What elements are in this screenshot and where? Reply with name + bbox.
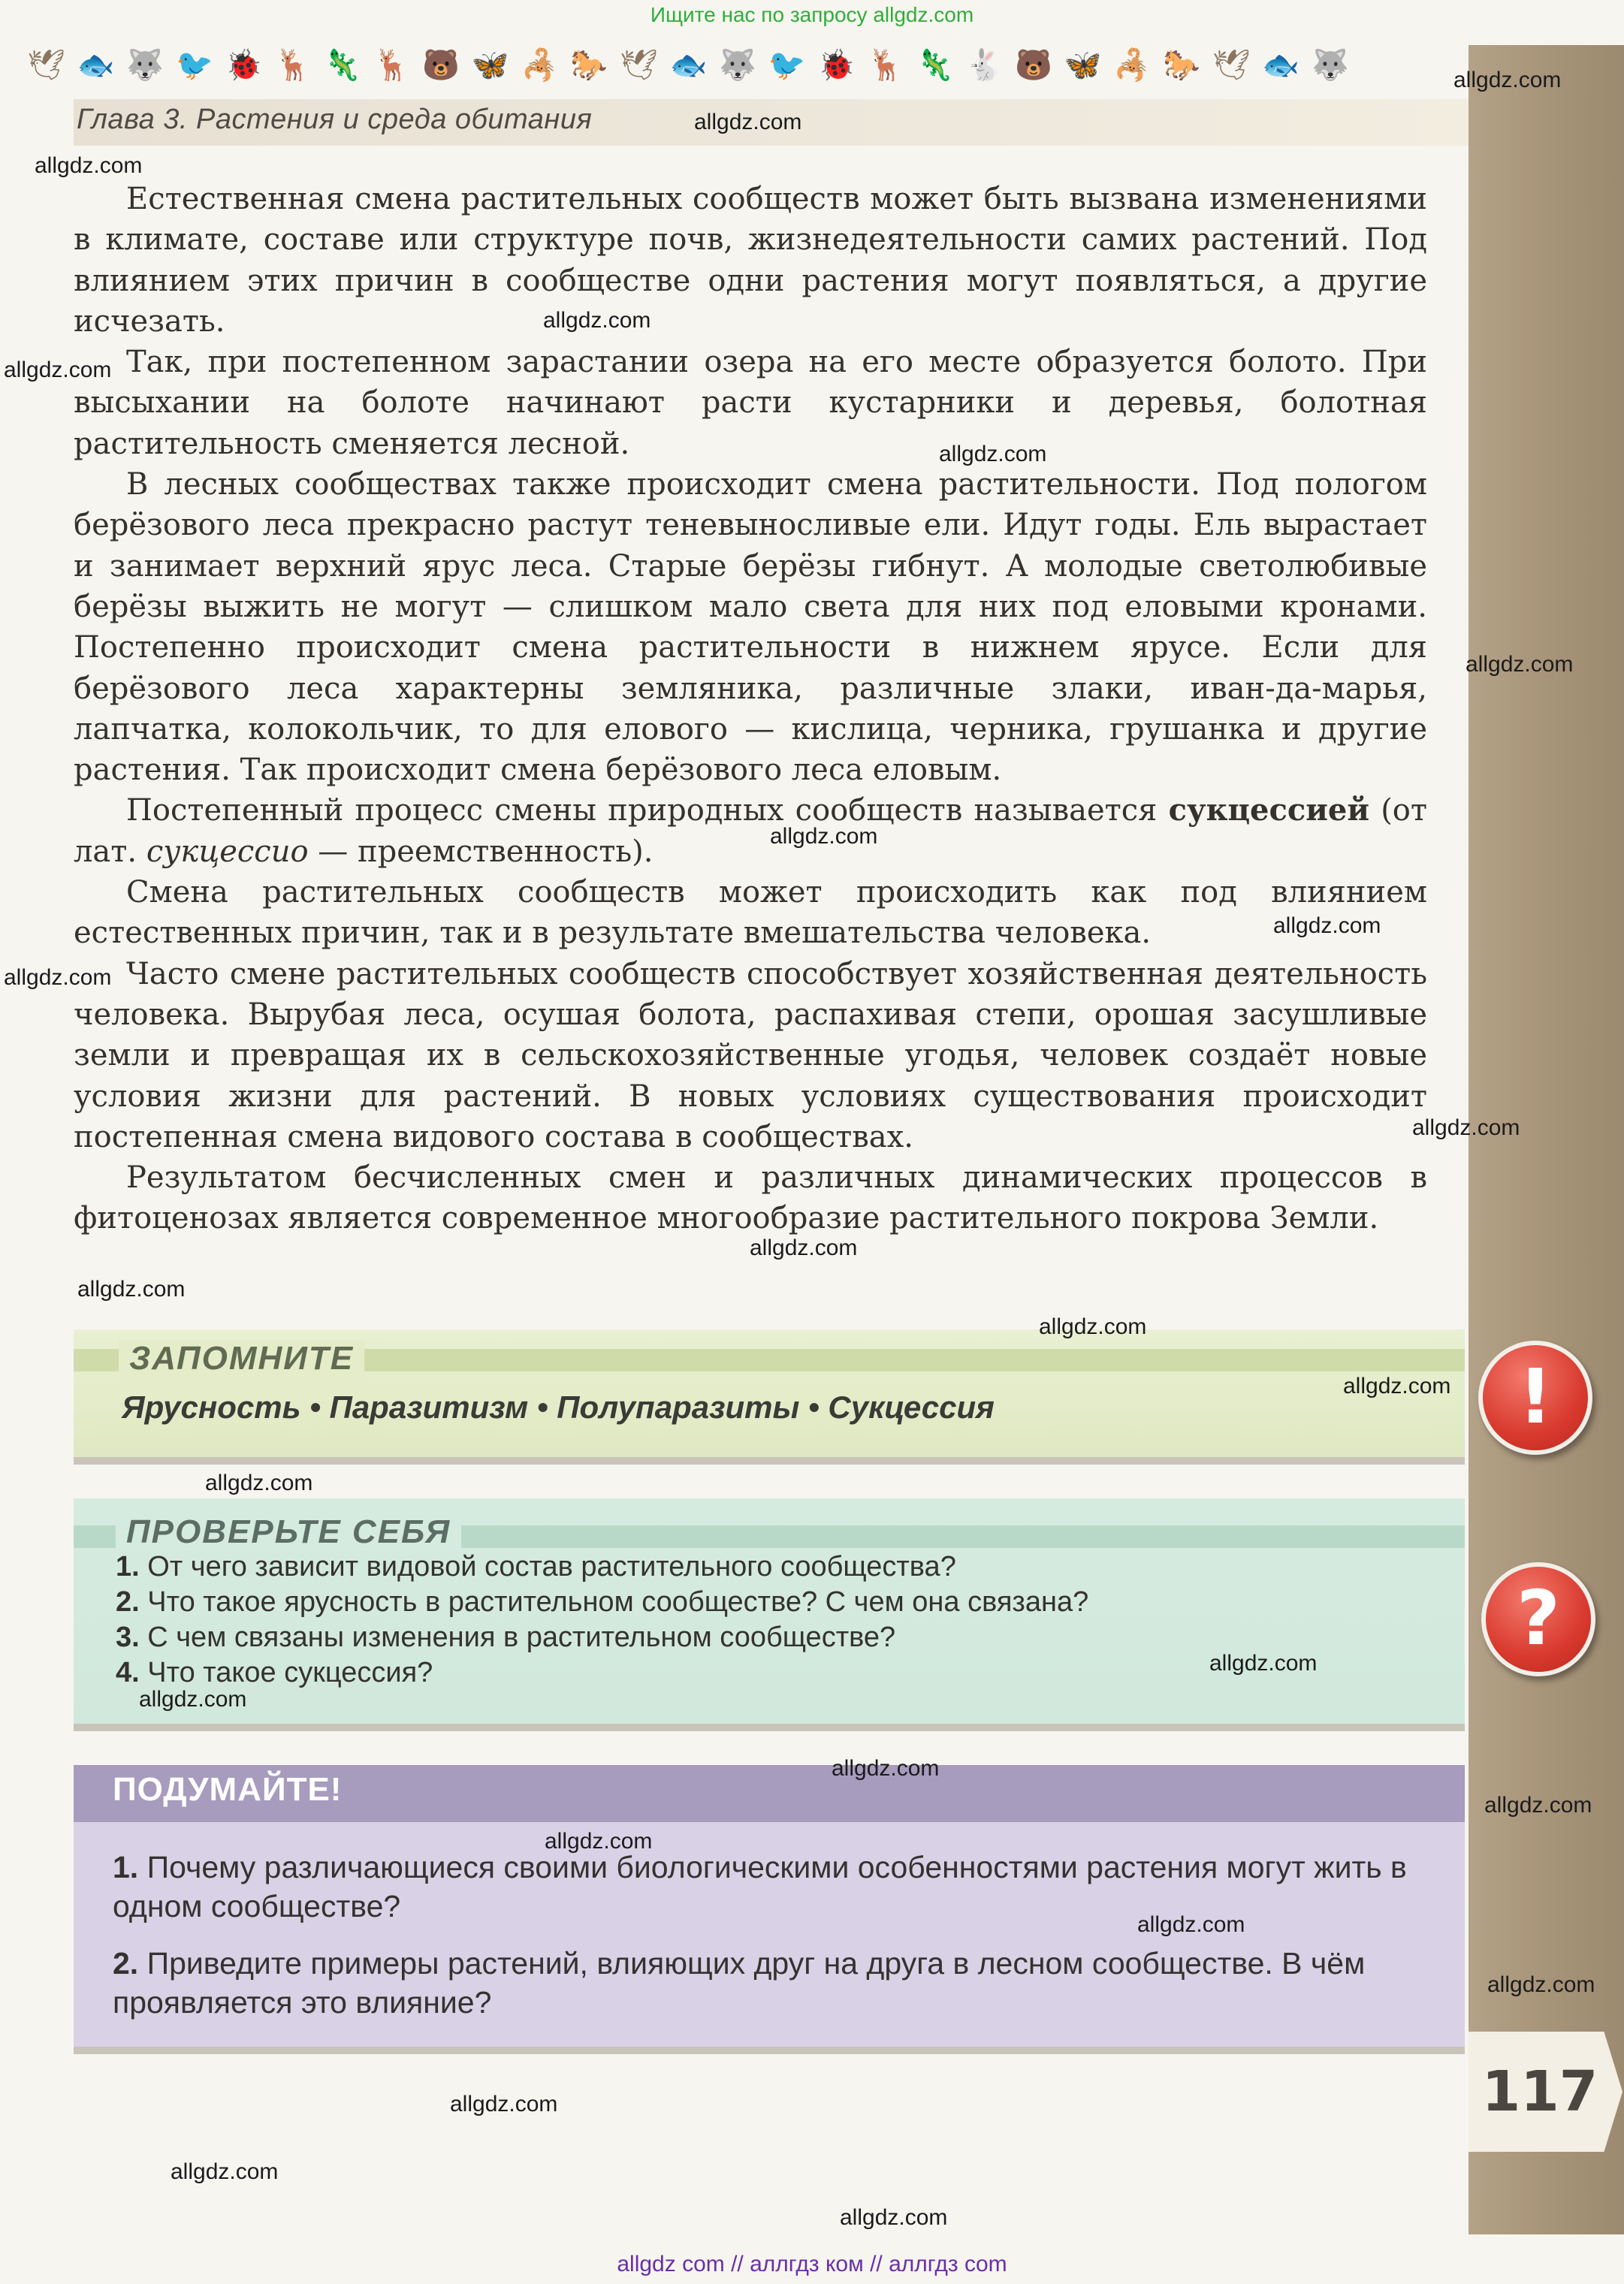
question-number: 3. [116, 1622, 140, 1653]
question-number: 2. [113, 1946, 139, 1981]
wolf-icon: 🐺 [126, 47, 165, 83]
think-title: ПОДУМАЙТЕ! [113, 1771, 343, 1808]
bird-icon: 🐦 [175, 47, 213, 83]
deer-icon: 🦌 [274, 47, 312, 83]
list-item [116, 1620, 1088, 1655]
watermark: allgdz.com [543, 308, 651, 333]
question-text: С чем связаны изменения в растительном сообществе? [139, 1622, 896, 1653]
fish-icon: 🐟 [669, 47, 708, 83]
wolf-icon: 🐺 [719, 47, 756, 83]
deer-icon: 🦌 [373, 47, 411, 83]
watermark: allgdz.com [1273, 913, 1381, 938]
watermark: allgdz.com [4, 358, 112, 382]
watermark: allgdz.com [939, 442, 1047, 466]
lizard-icon: 🦎 [323, 47, 361, 83]
paragraph: Результатом бесчисленных смен и различных динамических процессов в фитоценозах является современное многообразие растительного покрова Земли. [74, 1160, 1427, 1236]
rabbit-icon: 🐇 [965, 47, 1004, 83]
wolf-icon: 🐺 [1311, 47, 1349, 83]
question-text: Приведите примеры растений, влияющих друг на друга в лесном сообществе. В чём проявляется это влияние? [113, 1946, 1366, 2020]
insect-icon: 🐞 [225, 47, 263, 83]
animal-silhouettes-strip [27, 44, 1349, 86]
watermark: allgdz.com [77, 1277, 186, 1302]
bird-icon: 🐦 [768, 47, 806, 83]
watermark: allgdz.com [750, 1236, 858, 1260]
watermark: allgdz.com [4, 965, 112, 990]
latin-term: сукцессио [146, 834, 309, 869]
list-item [116, 1655, 1088, 1691]
horse-icon: 🐎 [570, 47, 608, 83]
watermark: allgdz.com [840, 2205, 948, 2230]
paragraph: Так, при постепенном зарастании озера на его месте образуется болото. При высыхании на болоте начинают расти кустарники и деревья, болотная растительность сменяется лесной. [74, 345, 1427, 461]
watermark: allgdz.com [1487, 1972, 1595, 1997]
bottom-ad-banner[interactable]: allgdz com // аллгдз ком // аллгдз com [617, 2252, 1007, 2276]
question-text: Почему различающиеся своими биологическими особенностями растения могут жить в одном сообществе? [113, 1850, 1407, 1923]
page-number: 117 [1481, 2059, 1598, 2124]
think-question [113, 1944, 1435, 2022]
question-text: Что такое ярусность в растительном сообществе? С чем она связана? [139, 1586, 1089, 1618]
think-box [74, 1765, 1465, 2047]
watermark: allgdz.com [1039, 1314, 1147, 1339]
succession-paragraph [74, 790, 1427, 872]
question-text: От чего зависит видовой состав растительного сообщества? [139, 1551, 956, 1583]
question-number: 1. [116, 1551, 140, 1583]
paragraph: Естественная смена растительных сообществ может быть вызвана изменениями в климате, составе или структуре почв, жизнедеятельности самих растений. Под влиянием этих причин в сообществе одни растения могут появляться, а другие исчезать. [74, 182, 1427, 339]
watermark: allgdz.com [171, 2159, 279, 2184]
watermark: allgdz.com [1343, 1374, 1451, 1398]
remember-terms: Ярусность • Паразитизм • Полупаразиты • Сукцессия [122, 1389, 995, 1425]
bear-icon: 🐻 [422, 47, 460, 83]
chapter-title: Глава 3. Растения и среда обитания [77, 104, 593, 135]
fish-icon: 🐟 [1262, 47, 1300, 83]
scorpion-icon: 🦂 [1113, 47, 1152, 83]
question-text: Что такое сукцессия? [139, 1657, 433, 1688]
watermark: allgdz.com [1209, 1651, 1318, 1676]
bird-icon: 🕊 [1212, 47, 1251, 83]
fish-icon: 🐟 [77, 47, 115, 83]
watermark: allgdz.com [832, 1756, 940, 1781]
text-run: Постепенный процесс смены природных сообществ называется [126, 793, 1169, 828]
watermark: allgdz.com [35, 153, 143, 178]
horse-icon: 🐎 [1163, 47, 1200, 83]
watermark: allgdz.com [1466, 652, 1574, 677]
insect-icon: 🐞 [817, 47, 856, 83]
paragraph: Часто смене растительных сообществ способствует хозяйственная деятельность человека. Вырубая леса, осушая болота, распахивая степи, орошая засушливые земли и превращая их в сельскохозяйственные угодья, человек создаёт новые условия жизни для растений. В новых условиях существования происходит постепенная смена видового состава в сообществах. [74, 956, 1427, 1154]
lizard-icon: 🦎 [916, 47, 954, 83]
remember-box [74, 1329, 1465, 1457]
watermark: allgdz.com [545, 1829, 653, 1854]
watermark: allgdz.com [1453, 68, 1562, 92]
text-run: — преемственность). [308, 834, 654, 869]
bird-icon: 🕊 [619, 47, 658, 83]
watermark: allgdz.com [694, 110, 802, 134]
watermark: allgdz.com [1484, 1793, 1592, 1818]
term-succession: сукцессией [1168, 792, 1369, 828]
list-item [116, 1585, 1088, 1620]
bear-icon: 🐻 [1015, 47, 1052, 83]
butterfly-icon: 🦋 [471, 47, 509, 83]
body-text [74, 179, 1427, 1239]
check-questions [116, 1549, 1088, 1691]
bird-icon: 🕊 [27, 47, 65, 83]
scorpion-icon: 🦂 [521, 47, 559, 83]
paragraph: В лесных сообществах также происходит смена растительности. Под пологом берёзового леса прекрасно растут теневыносливые ели. Идут годы. Ель вырастает и занимает верхний ярус леса. Старые берёзы гибнут. А молодые светолюбивые берёзы выжить не могут — слишком мало света для них под еловыми кронами. Постепенно происходит смена растительности в нижнем ярусе. Если для берёзового леса характерны земляника, различные злаки, иван-да-марья, лапчатка, колокольчик, то для елового — кислица, черника, грушанка и другие растения. Так происходит смена берёзового леса еловым. [74, 467, 1427, 788]
watermark: allgdz.com [770, 824, 878, 849]
watermark: allgdz.com [450, 2092, 558, 2117]
top-ad-banner[interactable]: Ищите нас по запросу allgdz.com [650, 3, 974, 26]
butterfly-icon: 🦋 [1064, 47, 1102, 83]
deer-icon: 🦌 [867, 47, 904, 83]
text-run: (от лат. [74, 793, 1428, 869]
list-item [116, 1549, 1088, 1585]
paragraph: Смена растительных сообществ может происходить как под влиянием естественных причин, так и в результате вмешательства человека. [74, 875, 1427, 951]
question-number: 2. [116, 1586, 140, 1618]
watermark: allgdz.com [1412, 1115, 1520, 1140]
question-number: 1. [113, 1850, 139, 1884]
check-yourself-box [74, 1498, 1465, 1724]
watermark: allgdz.com [1137, 1912, 1245, 1937]
remember-title: ЗАПОМНИТЕ [119, 1340, 364, 1377]
question-number: 4. [116, 1657, 140, 1688]
exclamation-icon: ! [1478, 1341, 1592, 1455]
watermark: allgdz.com [139, 1687, 247, 1712]
check-yourself-title: ПРОВЕРЬТЕ СЕБЯ [116, 1513, 461, 1551]
question-mark-icon: ? [1481, 1562, 1595, 1676]
watermark: allgdz.com [205, 1471, 313, 1495]
